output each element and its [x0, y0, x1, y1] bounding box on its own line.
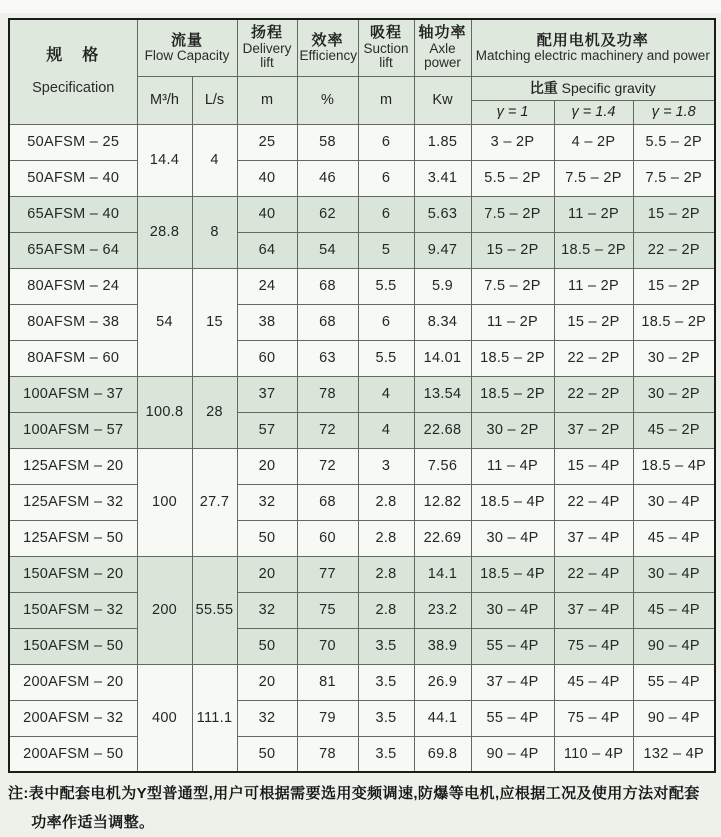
unit-kw: Kw	[414, 76, 471, 124]
motor-g1-8-cell: 22 – 2P	[633, 232, 715, 268]
flow-ls-cell: 4	[192, 124, 237, 196]
motor-g1-4-cell: 75 – 4P	[554, 628, 633, 664]
header-delivery-en: Delivery lift	[242, 40, 292, 71]
motor-g1-4-cell: 37 – 2P	[554, 412, 633, 448]
motor-g1-8-cell: 90 – 4P	[633, 628, 715, 664]
spec-cell: 100AFSM – 57	[9, 412, 137, 448]
suction-lift-cell: 4	[358, 376, 414, 412]
motor-g1-4-cell: 45 – 4P	[554, 664, 633, 700]
delivery-lift-cell: 32	[237, 484, 297, 520]
efficiency-cell: 62	[297, 196, 358, 232]
axle-power-cell: 8.34	[414, 304, 471, 340]
motor-g1-4-cell: 37 – 4P	[554, 592, 633, 628]
motor-g1-8-cell: 45 – 4P	[633, 520, 715, 556]
suction-lift-cell: 3.5	[358, 736, 414, 772]
motor-g1-4-cell: 11 – 2P	[554, 196, 633, 232]
axle-power-cell: 12.82	[414, 484, 471, 520]
motor-g1-cell: 30 – 4P	[471, 520, 554, 556]
delivery-lift-cell: 20	[237, 556, 297, 592]
motor-g1-8-cell: 30 – 2P	[633, 376, 715, 412]
header-flow-capacity	[137, 19, 237, 76]
footnote	[8, 780, 714, 837]
table-row	[9, 556, 715, 592]
spec-cell: 150AFSM – 32	[9, 592, 137, 628]
suction-lift-cell: 5.5	[358, 268, 414, 304]
header-specification-en: Specification	[32, 79, 115, 96]
motor-g1-cell: 5.5 – 2P	[471, 160, 554, 196]
delivery-lift-cell: 50	[237, 520, 297, 556]
suction-lift-cell: 6	[358, 304, 414, 340]
motor-g1-cell: 30 – 4P	[471, 592, 554, 628]
efficiency-cell: 78	[297, 376, 358, 412]
spec-cell: 80AFSM – 38	[9, 304, 137, 340]
table-row	[9, 628, 715, 664]
motor-g1-cell: 30 – 2P	[471, 412, 554, 448]
spec-cell: 100AFSM – 37	[9, 376, 137, 412]
header-delivery-cn: 扬程	[250, 24, 283, 42]
unit-delivery-m: m	[237, 76, 297, 124]
header-axle-cn: 轴功率	[418, 24, 467, 42]
efficiency-cell: 79	[297, 700, 358, 736]
suction-lift-cell: 6	[358, 160, 414, 196]
motor-g1-cell: 15 – 2P	[471, 232, 554, 268]
suction-lift-cell: 4	[358, 412, 414, 448]
header-axle-power	[414, 19, 471, 76]
flow-m3h-cell: 100.8	[137, 376, 192, 448]
efficiency-cell: 54	[297, 232, 358, 268]
spec-cell: 65AFSM – 64	[9, 232, 137, 268]
motor-g1-cell: 90 – 4P	[471, 736, 554, 772]
table-row	[9, 340, 715, 376]
axle-power-cell: 1.85	[414, 124, 471, 160]
axle-power-cell: 23.2	[414, 592, 471, 628]
header-delivery-lift	[237, 19, 297, 76]
efficiency-cell: 68	[297, 484, 358, 520]
suction-lift-cell: 3.5	[358, 700, 414, 736]
table-row	[9, 232, 715, 268]
table-row	[9, 304, 715, 340]
motor-g1-cell: 3 – 2P	[471, 124, 554, 160]
table-row	[9, 196, 715, 232]
delivery-lift-cell: 24	[237, 268, 297, 304]
unit-m3h: M³/h	[137, 76, 192, 124]
delivery-lift-cell: 64	[237, 232, 297, 268]
spec-cell: 200AFSM – 50	[9, 736, 137, 772]
header-flow-cn: 流量	[170, 31, 203, 49]
motor-g1-cell: 18.5 – 2P	[471, 340, 554, 376]
efficiency-cell: 72	[297, 448, 358, 484]
suction-lift-cell: 2.8	[358, 556, 414, 592]
delivery-lift-cell: 60	[237, 340, 297, 376]
efficiency-cell: 68	[297, 304, 358, 340]
motor-g1-8-cell: 30 – 4P	[633, 484, 715, 520]
suction-lift-cell: 5.5	[358, 340, 414, 376]
flow-m3h-cell: 14.4	[137, 124, 192, 196]
table-row	[9, 592, 715, 628]
efficiency-cell: 46	[297, 160, 358, 196]
suction-lift-cell: 3.5	[358, 628, 414, 664]
motor-g1-cell: 18.5 – 2P	[471, 376, 554, 412]
header-specific-gravity	[471, 76, 715, 100]
axle-power-cell: 9.47	[414, 232, 471, 268]
delivery-lift-cell: 20	[237, 664, 297, 700]
unit-percent: %	[297, 76, 358, 124]
motor-g1-8-cell: 45 – 4P	[633, 592, 715, 628]
delivery-lift-cell: 57	[237, 412, 297, 448]
gravity-cn: 比重	[529, 80, 558, 96]
axle-power-cell: 13.54	[414, 376, 471, 412]
axle-power-cell: 3.41	[414, 160, 471, 196]
flow-m3h-cell: 400	[137, 664, 192, 772]
pump-spec-table	[8, 18, 716, 773]
spec-cell: 80AFSM – 24	[9, 268, 137, 304]
motor-g1-cell: 7.5 – 2P	[471, 268, 554, 304]
header-suction-cn: 吸程	[369, 24, 402, 42]
suction-lift-cell: 2.8	[358, 484, 414, 520]
efficiency-cell: 72	[297, 412, 358, 448]
motor-g1-4-cell: 22 – 4P	[554, 484, 633, 520]
axle-power-cell: 5.63	[414, 196, 471, 232]
motor-g1-8-cell: 30 – 2P	[633, 340, 715, 376]
spec-cell: 125AFSM – 32	[9, 484, 137, 520]
efficiency-cell: 78	[297, 736, 358, 772]
flow-ls-cell: 28	[192, 376, 237, 448]
table-row	[9, 484, 715, 520]
motor-g1-4-cell: 37 – 4P	[554, 520, 633, 556]
motor-g1-cell: 55 – 4P	[471, 628, 554, 664]
suction-lift-cell: 2.8	[358, 592, 414, 628]
efficiency-cell: 81	[297, 664, 358, 700]
spec-cell: 200AFSM – 20	[9, 664, 137, 700]
unit-suction-m: m	[358, 76, 414, 124]
spec-cell: 65AFSM – 40	[9, 196, 137, 232]
scan-top-strip	[0, 0, 721, 13]
motor-g1-4-cell: 11 – 2P	[554, 268, 633, 304]
motor-g1-4-cell: 7.5 – 2P	[554, 160, 633, 196]
motor-g1-cell: 11 – 4P	[471, 448, 554, 484]
motor-g1-cell: 55 – 4P	[471, 700, 554, 736]
efficiency-cell: 60	[297, 520, 358, 556]
delivery-lift-cell: 32	[237, 700, 297, 736]
table-row	[9, 736, 715, 772]
spec-cell: 50AFSM – 25	[9, 124, 137, 160]
spec-cell: 50AFSM – 40	[9, 160, 137, 196]
table-row	[9, 520, 715, 556]
suction-lift-cell: 2.8	[358, 520, 414, 556]
efficiency-cell: 75	[297, 592, 358, 628]
header-specification-cn: 规 格	[46, 46, 101, 64]
motor-g1-4-cell: 15 – 4P	[554, 448, 633, 484]
axle-power-cell: 26.9	[414, 664, 471, 700]
efficiency-cell: 58	[297, 124, 358, 160]
table-row	[9, 412, 715, 448]
motor-g1-8-cell: 45 – 2P	[633, 412, 715, 448]
gamma-1-8: γ = 1.8	[633, 100, 715, 124]
motor-g1-4-cell: 15 – 2P	[554, 304, 633, 340]
header-axle-en: Axle power	[424, 40, 461, 71]
efficiency-cell: 77	[297, 556, 358, 592]
suction-lift-cell: 3.5	[358, 664, 414, 700]
flow-m3h-cell: 200	[137, 556, 192, 664]
delivery-lift-cell: 38	[237, 304, 297, 340]
axle-power-cell: 69.8	[414, 736, 471, 772]
header-row-titles	[9, 19, 715, 76]
motor-g1-8-cell: 18.5 – 2P	[633, 304, 715, 340]
efficiency-cell: 70	[297, 628, 358, 664]
table-row	[9, 448, 715, 484]
delivery-lift-cell: 40	[237, 160, 297, 196]
motor-g1-8-cell: 90 – 4P	[633, 700, 715, 736]
flow-m3h-cell: 28.8	[137, 196, 192, 268]
motor-g1-cell: 37 – 4P	[471, 664, 554, 700]
motor-g1-cell: 18.5 – 4P	[471, 556, 554, 592]
header-efficiency	[297, 19, 358, 76]
flow-ls-cell: 55.55	[192, 556, 237, 664]
gravity-en: Specific gravity	[561, 80, 656, 96]
unit-ls: L/s	[192, 76, 237, 124]
motor-g1-8-cell: 15 – 2P	[633, 268, 715, 304]
motor-g1-4-cell: 22 – 2P	[554, 376, 633, 412]
header-efficiency-en: Efficiency	[299, 47, 358, 63]
table-row	[9, 124, 715, 160]
header-motor-en: Matching electric machinery and power	[475, 47, 710, 63]
flow-ls-cell: 27.7	[192, 448, 237, 556]
footnote-text: 注:表中配套电机为Y型普通型,用户可根据需要选用变频调速,防爆等电机,应根据工况及使用方法对配套功率作适当调整。	[8, 785, 700, 831]
axle-power-cell: 44.1	[414, 700, 471, 736]
gamma-1-4: γ = 1.4	[554, 100, 633, 124]
motor-g1-4-cell: 18.5 – 2P	[554, 232, 633, 268]
flow-ls-cell: 111.1	[192, 664, 237, 772]
delivery-lift-cell: 37	[237, 376, 297, 412]
spec-cell: 150AFSM – 50	[9, 628, 137, 664]
motor-g1-4-cell: 22 – 4P	[554, 556, 633, 592]
motor-g1-8-cell: 7.5 – 2P	[633, 160, 715, 196]
table-header	[9, 19, 715, 124]
spec-cell: 80AFSM – 60	[9, 340, 137, 376]
header-flow-en: Flow Capacity	[144, 47, 230, 63]
flow-ls-cell: 8	[192, 196, 237, 268]
motor-g1-cell: 11 – 2P	[471, 304, 554, 340]
efficiency-cell: 68	[297, 268, 358, 304]
header-suction-en: Suction lift	[363, 40, 409, 71]
axle-power-cell: 22.68	[414, 412, 471, 448]
gamma-1: γ = 1	[471, 100, 554, 124]
axle-power-cell: 14.1	[414, 556, 471, 592]
table-row	[9, 160, 715, 196]
table-row	[9, 664, 715, 700]
motor-g1-8-cell: 55 – 4P	[633, 664, 715, 700]
header-efficiency-cn: 效率	[311, 31, 344, 49]
table-row	[9, 700, 715, 736]
motor-g1-8-cell: 15 – 2P	[633, 196, 715, 232]
axle-power-cell: 5.9	[414, 268, 471, 304]
table-row	[9, 268, 715, 304]
table-body	[9, 124, 715, 772]
header-motor-cn: 配用电机及功率	[536, 31, 649, 49]
suction-lift-cell: 5	[358, 232, 414, 268]
spec-cell: 150AFSM – 20	[9, 556, 137, 592]
delivery-lift-cell: 25	[237, 124, 297, 160]
flow-m3h-cell: 100	[137, 448, 192, 556]
header-specification	[9, 19, 137, 124]
flow-ls-cell: 15	[192, 268, 237, 376]
delivery-lift-cell: 50	[237, 736, 297, 772]
suction-lift-cell: 6	[358, 124, 414, 160]
spec-cell: 125AFSM – 50	[9, 520, 137, 556]
suction-lift-cell: 6	[358, 196, 414, 232]
delivery-lift-cell: 50	[237, 628, 297, 664]
motor-g1-8-cell: 5.5 – 2P	[633, 124, 715, 160]
delivery-lift-cell: 32	[237, 592, 297, 628]
motor-g1-4-cell: 22 – 2P	[554, 340, 633, 376]
spec-cell: 200AFSM – 32	[9, 700, 137, 736]
motor-g1-4-cell: 110 – 4P	[554, 736, 633, 772]
spec-cell: 125AFSM – 20	[9, 448, 137, 484]
flow-m3h-cell: 54	[137, 268, 192, 376]
motor-g1-8-cell: 18.5 – 4P	[633, 448, 715, 484]
axle-power-cell: 38.9	[414, 628, 471, 664]
motor-g1-cell: 7.5 – 2P	[471, 196, 554, 232]
suction-lift-cell: 3	[358, 448, 414, 484]
motor-g1-8-cell: 132 – 4P	[633, 736, 715, 772]
delivery-lift-cell: 20	[237, 448, 297, 484]
motor-g1-cell: 18.5 – 4P	[471, 484, 554, 520]
motor-g1-4-cell: 4 – 2P	[554, 124, 633, 160]
table-row	[9, 376, 715, 412]
motor-g1-4-cell: 75 – 4P	[554, 700, 633, 736]
efficiency-cell: 63	[297, 340, 358, 376]
axle-power-cell: 14.01	[414, 340, 471, 376]
header-suction-lift	[358, 19, 414, 76]
axle-power-cell: 22.69	[414, 520, 471, 556]
axle-power-cell: 7.56	[414, 448, 471, 484]
motor-g1-8-cell: 30 – 4P	[633, 556, 715, 592]
header-matching-motor	[471, 19, 715, 76]
delivery-lift-cell: 40	[237, 196, 297, 232]
